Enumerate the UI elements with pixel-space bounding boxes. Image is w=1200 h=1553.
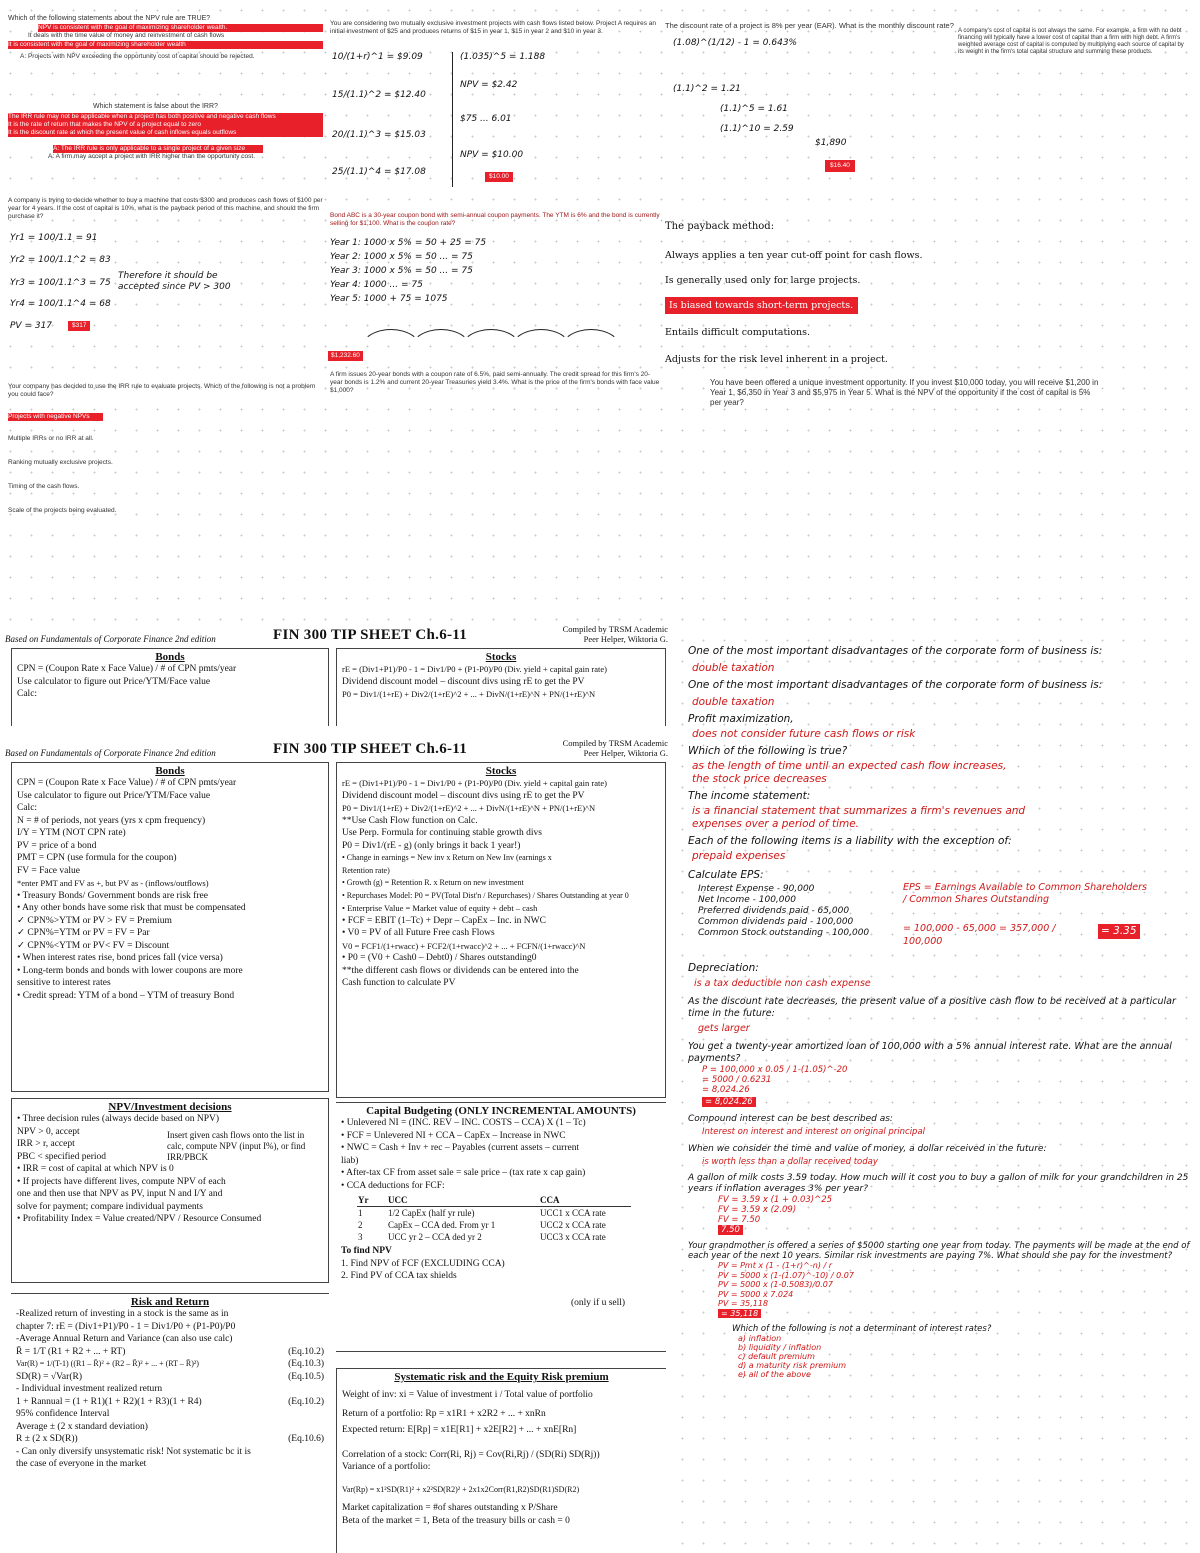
annuity-line: PV = 5000 x 7.024 — [718, 1289, 794, 1299]
cca-cell: 1 — [358, 1208, 363, 1218]
work-line: Yr4 = 100/1.1^4 = 68 — [10, 299, 111, 309]
shield-note: (only if u sell) — [571, 1297, 626, 1308]
milk-line: FV = 3.59 x (1 + 0.03)^25 — [718, 1195, 833, 1205]
cap-line: • NWC = Cash + Inv + rec – Payables (current assets – current — [341, 1143, 580, 1153]
top-left-panel — [8, 15, 323, 575]
note-a: prepaid expenses — [692, 850, 786, 862]
disc-q: As the discount rate decreases, the present value of a positive cash flow to be received at a particular time in the future: — [688, 996, 1176, 1019]
bond-line: • Treasury Bonds/ Government bonds are risk free — [17, 890, 208, 901]
npv-line: • IRR = cost of capital at which NPV is 0 — [17, 1164, 174, 1174]
annuity-line: PV = 5000 x (1-0.5083)/0.07 — [718, 1280, 833, 1289]
bond-line: • Long-term bonds and bonds with lower coupons are more — [17, 965, 243, 976]
risk-line: SD(R) = √Var(R) — [16, 1371, 82, 1382]
eq-ref: (Eq.10.2) — [288, 1396, 324, 1407]
bonds-box-preview — [11, 648, 329, 726]
risk-line: -Realized return of investing in a stock is the same as in — [16, 1309, 229, 1319]
stock-line: • Growth (g) = Retention R. x Return on new investment — [342, 878, 524, 887]
sys-line: Variance of a portfolio: — [342, 1462, 431, 1472]
cca-head: CCA — [539, 1194, 631, 1207]
npv-title: NPV/Investment decisions — [108, 1101, 232, 1113]
stock-line: rE = (Div1+P1)/P0 - 1 = Div1/P0 + (P1-P0)/P0 (Div. yield + capital gain rate) — [342, 778, 607, 788]
stock-line: Use Perp. Formula for continuing stable growth divs — [342, 828, 543, 838]
calc-line: 20/(1.1)^3 = $15.03 — [332, 130, 426, 140]
option-line: Timing of the cash flows. — [8, 483, 80, 490]
cca-cell: UCC3 x CCA rate — [540, 1232, 606, 1242]
npv-opportunity-question: You have been offered a unique investment opportunity. If you invest $10,000 today, you will receive $1,200 in Year 1, $6,350 in Year 3 and $5,975 in Year 5. What is the NPV of the opportunity if the cost of capital is 5% per year? — [710, 378, 1099, 407]
bonds-title: Bonds — [155, 651, 185, 663]
eq-ref: (Eq.10.5) — [288, 1371, 324, 1382]
sys-line: Var(Rp) = x1²SD(R1)² + x2²SD(R2)² + 2x1x2Corr(R1,R2)SD(R1)SD(R2) — [342, 1484, 580, 1494]
bond-line: ✓ CPN%<YTM or PV< FV = Discount — [17, 940, 170, 951]
stock-line: Cash function to calculate PV — [342, 978, 456, 988]
cap-title: Capital Budgeting (ONLY INCREMENTAL AMOUNTS) — [366, 1105, 636, 1117]
top-right-panel — [665, 22, 955, 422]
dep-a: is a tax deductible non cash expense — [694, 978, 871, 989]
risk-title: Risk and Return — [130, 1296, 210, 1308]
calc-line: (1.1)^2 = 1.21 — [673, 84, 741, 94]
risk-line: -Average Annual Return and Variance (can also use calc) — [16, 1334, 233, 1344]
option-line: Ranking mutually exclusive projects. — [8, 459, 113, 466]
cca-cell: 2 — [358, 1220, 363, 1230]
find-step: 1. Find NPV of FCF (EXCLUDING CCA) — [341, 1258, 505, 1269]
npv-line: solve for payment; compare individual payments — [17, 1201, 203, 1212]
risk-line: 1 + Rannual = (1 + R1)(1 + R2)(1 + R3)(1 + R4) — [16, 1396, 202, 1407]
bond-line: FV = Face value — [17, 865, 80, 876]
payback-work — [8, 233, 323, 353]
stock-line: Retention rate) — [342, 865, 390, 875]
npv-side-note: Insert given cash flows onto the list in calc, compute NPV (input I%), or find IRR/PBCK — [167, 1129, 306, 1162]
risk-line: chapter 7: rE = (Div1+P1)/P0 - 1 = Div1/P0 + (P1-P0)/P0 — [16, 1321, 236, 1332]
payback-option-selected: Is biased towards short-term projects. — [665, 297, 858, 314]
stock-line: **the different cash flows or dividends can be entered into the — [342, 965, 579, 976]
eps-work: = 100,000 - 65,000 = 357,000 / 100,000 — [903, 923, 1056, 947]
comp-q: Compound interest can be best described as: — [688, 1114, 893, 1124]
bonds-box — [11, 762, 329, 1092]
answer-highlight: $1,232.60 — [328, 351, 363, 361]
sheet-title: FIN 300 TIP SHEET Ch.6-11 — [273, 627, 468, 643]
stock-line: P0 = Div1/(1+rE) + Div2/(1+rE)^2 + ... + DivN/(1+rE)^N + PN/(1+rE)^N — [342, 803, 596, 813]
annuity-line: PV = 35,118 — [718, 1299, 769, 1308]
arc-row — [330, 311, 660, 357]
note-q: The income statement: — [688, 790, 811, 802]
stock-line: Dividend discount model – discount divs using rE to get the PV — [342, 790, 585, 801]
highlight-irr-answer: Projects with negative NPVs — [8, 413, 103, 421]
question-irr-false: Which statement is false about the IRR? — [93, 103, 218, 110]
work-line: Yr1 = 100/1.1 = 91 — [10, 233, 98, 243]
stock-line: • Change in earnings = New inv x Return on New Inv (earnings x — [342, 853, 552, 862]
cap-line: • Unlevered NI = (INC. REV – INC. COSTS – CCA) X (1 – Tc) — [341, 1118, 586, 1128]
stock-line: • Repurchases Model: P0 = PV(Total Dist'n / Repurchases) / Shares Outstanding at year 0 — [342, 890, 629, 900]
bond-line: sensitive to interest rates — [17, 978, 111, 988]
cca-cell: UCC yr 2 – CCA ded yr 2 — [388, 1232, 482, 1242]
sys-line: Correlation of a stock: Corr(Ri, Rj) = Cov(Ri,Rj) / (SD(Ri) SD(Rj)) — [342, 1449, 600, 1460]
highlight-irr-1: The IRR rule may not be applicable when a project has both positive and negative cash flows — [8, 113, 323, 121]
cca-cell: 1/2 CapEx (half yr rule) — [388, 1208, 475, 1218]
bond-line: *enter PMT and FV as +, but PV as - (inflows/outflows) — [17, 878, 209, 888]
time-a: is worth less than a dollar received today — [702, 1157, 878, 1167]
answer-line-2: It deals with the time value of money and reinvestment of cash flows — [28, 32, 225, 39]
question-payback: A company is trying to decide whether to buy a machine that costs $300 and produces cash flows of $100 per year for 4 years. If the cost of capital is 10%, what is the payback period of this machine, and should the firm purchase it? — [8, 197, 323, 220]
note-q: One of the most important disadvantages of the corporate form of business is: — [688, 645, 1103, 657]
bond-line: Calc: — [17, 689, 38, 699]
note-line: A: Projects with NPV exceeding the opportunity cost of capital should be rejected. — [20, 53, 255, 60]
highlight-answer-1: NPV is consistent with the goal of maximizing shareholder wealth. — [38, 24, 323, 32]
cap-line: • FCF = Unlevered NI + CCA – CapEx – Increase in NWC — [341, 1130, 566, 1141]
milk-q: A gallon of milk costs 3.59 today. How much will it cost you to buy a gallon of milk for your grandchildren in 25 years if inflation averages 3% per year? — [688, 1173, 1189, 1194]
cca-cell: 3 — [358, 1232, 363, 1242]
annuity-line: PV = Pmt x (1 - (1+r)^-n) / r — [718, 1261, 833, 1270]
risk-line: 95% confidence Interval — [16, 1409, 110, 1419]
sys-line: Market capitalization = #of shares outstanding x P/Share — [342, 1503, 558, 1513]
find-npv: To find NPV — [341, 1246, 392, 1256]
interest-q: Which of the following is not a determinant of interest rates? — [732, 1324, 992, 1334]
bottom-text: A firm issues 20-year bonds with a coupon rate of 6.5%, paid semi-annually. The credit spread for this firm's 20-year bonds is 1.2% and current 20-year Treasuries yield 3.4%. What is the price of the firm's bonds with face value $1,000? — [330, 371, 660, 394]
calc-line: (1.08)^(1/12) - 1 = 0.643% — [673, 38, 798, 48]
sys-title: Systematic risk and the Equity Risk premium — [394, 1371, 609, 1383]
eq-ref: (Eq.10.6) — [288, 1434, 324, 1444]
cca-cell: CapEx – CCA ded. From yr 1 — [388, 1220, 496, 1230]
comp-a: Interest on interest and interest on original principal — [702, 1127, 926, 1137]
stocks-box — [336, 762, 666, 1098]
right-calc — [665, 38, 955, 178]
tip-sheet — [5, 736, 670, 1553]
annuity-line: PV = 5000 x (1-(1.07)^-10) / 0.07 — [718, 1270, 854, 1280]
risk-line: R̄ = 1/T (R1 + R2 + ... + RT) — [16, 1346, 126, 1357]
interest-option: a) inflation — [738, 1334, 782, 1343]
bond-line: CPN = (Coupon Rate x Face Value) / # of CPN pmts/year — [17, 664, 237, 674]
highlight-irr-4: A: The IRR rule is only applicable to a single project of a given size — [53, 145, 263, 153]
npv-line: NPV > 0, accept — [17, 1126, 80, 1137]
note-a: does not consider future cash flows or risk — [692, 728, 916, 740]
highlight-irr-3: It is the discount rate at which the present value of cash inflows equals outflows — [8, 129, 323, 137]
note-a: double taxation — [692, 662, 775, 674]
work-note: Therefore it should be accepted since PV > 300 — [118, 271, 231, 292]
stock-line: P0 = Div1/(1+rE) + Div2/(1+rE)^2 + ... + DivN/(1+rE)^N + PN/(1+rE)^N — [342, 689, 596, 699]
loan-line: P = 100,000 x 0.05 / 1-(1.05)^-20 — [702, 1065, 848, 1075]
payback-option: Entails difficult computations. — [665, 327, 811, 338]
eps-title: Calculate EPS: — [688, 869, 764, 881]
note-a: is a financial statement that summarizes a firm's revenues and expenses over a period of time. — [692, 805, 1026, 830]
irr-note: A: A firm may accept a project with IRR higher than the opportunity cost. — [48, 153, 256, 160]
intro-text: You are considering two mutually exclusive investment projects with cash flows listed below. Project A requires an initial investment of $25 and produces returns of $15 in year 1, $15 in year 2 and $10 in year 3. — [330, 20, 657, 35]
risk-line: Average ± (2 x standard deviation) — [16, 1421, 148, 1432]
calc-line: 10/(1+r)^1 = $9.09 — [332, 52, 423, 62]
find-step: 2. Find PV of CCA tax shields — [341, 1271, 457, 1281]
bond-line: N = # of periods, not years (yrs x cpm frequency) — [17, 815, 206, 826]
bond-line: Year 1: 1000 x 5% = 50 + 25 = 75 — [330, 238, 487, 248]
sys-line: Expected return: E[Rp] = x1E[R1] + x2E[R2] + ... + xnE[Rn] — [342, 1425, 577, 1435]
bond-line: • When interest rates rise, bond prices fall (vice versa) — [17, 953, 223, 963]
side-line: (1.035)^5 = 1.188 — [460, 52, 546, 62]
bond-line: • Any other bonds have some risk that must be compensated — [17, 903, 246, 913]
bond-line: PV = price of a bond — [17, 840, 97, 851]
top-middle-panel — [330, 20, 660, 470]
eq-ref: (Eq.10.3) — [288, 1359, 324, 1369]
bond-text: Bond ABC is a 30-year coupon bond with semi-annual coupon payments. The YTM is 6% and the bond is currently selling for $1,100. What is the coupon rate? — [330, 212, 660, 227]
stock-line: V0 = FCF1/(1+rwacc) + FCF2/(1+rwacc)^2 + ... + FCFN/(1+rwacc)^N — [342, 940, 586, 951]
compiled-by-2: Peer Helper, Wiktoria G. — [583, 634, 668, 644]
work-line: Yr2 = 100/1.1^2 = 83 — [10, 255, 111, 265]
stock-line: • Enterprise Value = Market value of equity + debt – cash — [342, 903, 538, 913]
far-right-text: A company's cost of capital is not always the same. For example, a firm with no debt financing will typically have a lower cost of capital than a firm with high debt. A firm's weighted average cost of capital is computed by multiplying each source of capital by its weight in the firm's total capital structure and summing these products. — [958, 28, 1184, 55]
eps-line: Preferred dividends paid - 65,000 — [698, 906, 850, 916]
npv-line: • Three decision rules (always decide based on NPV) — [17, 1114, 220, 1124]
compiled-by: Compiled by TRSM Academic — [562, 624, 668, 634]
loan-line: = 5000 / 0.6231 — [702, 1075, 772, 1085]
calc-block — [330, 52, 660, 192]
cca-head: Yr — [357, 1194, 387, 1207]
interest-option: b) liquidity / inflation — [738, 1343, 822, 1352]
bond-line: Year 5: 1000 + 75 = 1075 — [330, 294, 448, 304]
based-on: Based on Fundamentals of Corporate Finance 2nd edition — [5, 634, 216, 644]
milk-line: FV = 7.50 — [718, 1215, 761, 1225]
note-q: Each of the following items is a liability with the exception of: — [688, 835, 1012, 847]
side-line: NPV = $10.00 — [460, 150, 524, 160]
annuity-answer: = 35,118 — [718, 1309, 761, 1319]
tip-sheet-preview — [5, 622, 670, 726]
bond-line: Year 4: 1000 ... = 75 — [330, 280, 423, 290]
question-irr-problems: Your company has decided to use the IRR rule to evaluate projects. Which of the following is not a problem you could face? — [8, 383, 316, 398]
bond-line: Calc: — [17, 803, 38, 813]
risk-line: the case of everyone in the market — [16, 1459, 147, 1469]
eq-ref: (Eq.10.2) — [288, 1346, 324, 1357]
disc-a: gets larger — [698, 1023, 750, 1034]
npv-box — [11, 1098, 329, 1283]
stock-line: P0 = Div1/(rE - g) (only brings it back 1 year!) — [342, 840, 521, 851]
stock-line: • P0 = (V0 + Cash0 – Debt0) / Shares outstanding0 — [342, 953, 537, 963]
bonds-title: Bonds — [155, 765, 185, 777]
note-q: Profit maximization, — [688, 713, 794, 725]
systematic-box — [336, 1368, 666, 1553]
work-line: PV = 317 — [10, 321, 53, 331]
bond-lines — [330, 238, 660, 305]
calc-line: 15/(1.1)^2 = $12.40 — [332, 90, 426, 100]
header-text: The discount rate of a project is 8% per year (EAR). What is the monthly discount rate? — [665, 21, 954, 30]
compiled-by: Compiled by TRSM Academic — [562, 738, 668, 748]
payback-option: Adjusts for the risk level inherent in a project. — [665, 354, 888, 365]
stock-line: Dividend discount model – discount divs using rE to get the PV — [342, 676, 585, 687]
risk-line: Var(R) = 1/(T-1) ((R1 – R̄)² + (R2 – R̄)² + ... + (RT – R̄)²) — [16, 1359, 199, 1368]
risk-line: - Can only diversify unsystematic risk! Not systematic bc it is — [16, 1446, 251, 1457]
cap-line: liab) — [341, 1155, 359, 1166]
highlight-answer-3: It is consistent with the goal of maximizing shareholder wealth — [8, 41, 323, 49]
highlight-result: $10.00 — [485, 172, 513, 182]
note-q: One of the most important disadvantages of the corporate form of business is: — [688, 679, 1103, 691]
stocks-title: Stocks — [485, 651, 517, 663]
calc-line: 25/(1.1)^4 = $17.08 — [332, 167, 426, 177]
annuity-q: Your grandmother is offered a series of $5000 starting one year from today. The payments will be made at the end of each year of the next 10 years. Similar risk investments are paying 7%. What should she pay for the investment? — [688, 1241, 1190, 1261]
stock-line: • V0 = PV of all Future Free cash Flows — [342, 928, 495, 938]
result-line: $1,890 — [815, 138, 847, 148]
risk-box — [11, 1293, 329, 1553]
bond-line: ✓ CPN%>YTM or PV > FV = Premium — [17, 915, 172, 926]
option-line: Multiple IRRs or no IRR at all. — [8, 435, 94, 442]
side-line: NPV = $2.42 — [460, 80, 518, 90]
cap-line: • CCA deductions for FCF: — [341, 1180, 445, 1191]
bond-line: Year 3: 1000 x 5% = 50 ... = 75 — [330, 266, 473, 276]
bond-line: ✓ CPN%=YTM or PV = FV = Par — [17, 928, 150, 938]
milk-answer: 7.50 — [718, 1225, 743, 1235]
handwritten-notes — [688, 645, 1193, 1550]
calc-line: (1.1)^5 = 1.61 — [720, 104, 788, 114]
stock-line: **Use Cash Flow function on Calc. — [342, 815, 478, 826]
npv-line: PBC < specified period — [17, 1151, 106, 1162]
npv-line: one and then use that NPV as PV, input N and I/Y and — [17, 1189, 223, 1199]
eps-line: Interest Expense - 90,000 — [698, 884, 815, 894]
stock-line: • FCF = EBIT (1–Tc) + Depr – CapEx – Inc. in NWC — [342, 915, 546, 926]
work-total: $317 — [68, 321, 90, 331]
work-line: Yr3 = 100/1.1^3 = 75 — [10, 278, 111, 288]
dep-q: Depreciation: — [688, 962, 759, 974]
result-highlight: $16.40 — [825, 160, 855, 172]
cca-cell: UCC1 x CCA rate — [540, 1208, 606, 1218]
interest-option: c) default premium — [738, 1352, 815, 1361]
highlight-irr-2: It is the rate of return that makes the NPV of a project equal to zero — [8, 121, 323, 129]
side-line: $75 ... 6.01 — [460, 114, 512, 124]
npv-line: IRR > r, accept — [17, 1139, 75, 1149]
risk-line: R ± (2 x SD(R)) — [16, 1434, 78, 1444]
sheet-title: FIN 300 TIP SHEET Ch.6-11 — [273, 741, 468, 757]
bond-line: CPN = (Coupon Rate x Face Value) / # of CPN pmts/year — [17, 778, 237, 788]
cca-cell: UCC2 x CCA rate — [540, 1220, 606, 1230]
bond-line: • Credit spread: YTM of a bond – YTM of treasury Bond — [17, 990, 235, 1001]
interest-option: e) all of the above — [738, 1370, 811, 1379]
payback-option: Is generally used only for large projects. — [665, 275, 861, 286]
bond-line: Year 2: 1000 x 5% = 50 ... = 75 — [330, 252, 473, 262]
eps-formula: EPS = Earnings Available to Common Shareholders / Common Shares Outstanding — [903, 882, 1147, 905]
capital-budgeting — [336, 1102, 666, 1352]
npv-line: • If projects have different lives, compute NPV of each — [17, 1176, 226, 1187]
stocks-title: Stocks — [485, 765, 517, 777]
compiled-by-2: Peer Helper, Wiktoria G. — [583, 748, 668, 758]
milk-line: FV = 3.59 x (2.09) — [718, 1205, 797, 1215]
interest-option: d) a maturity risk premium — [738, 1361, 847, 1370]
npv-line: • Profitability Index = Value created/NPV / Resource Consumed — [17, 1214, 262, 1224]
bond-line: PMT = CPN (use formula for the coupon) — [17, 853, 177, 863]
stocks-box-preview — [336, 648, 666, 726]
loan-line: = 8,024.26 — [702, 1085, 750, 1095]
bond-line: Use calculator to figure out Price/YTM/Face value — [17, 790, 211, 801]
eps-answer: = 3.35 — [1098, 924, 1140, 939]
cca-table — [357, 1194, 631, 1243]
loan-q: You get a twenty-year amortized loan of 100,000 with a 5% annual interest rate. What are the annual payments? — [688, 1041, 1172, 1064]
payback-option: Always applies a ten year cut-off point for cash flows. — [665, 250, 923, 261]
bond-line: Use calculator to figure out Price/YTM/Face value — [17, 676, 211, 687]
sys-line: Return of a portfolio: Rp = x1R1 + x2R2 + ... + xnRn — [342, 1408, 546, 1419]
note-a: as the length of time until an expected cash flow increases, the stock price decreases — [692, 760, 1007, 785]
eps-line: Common Stock outstanding - 100,000 — [698, 928, 870, 938]
sys-line: Beta of the market = 1, Beta of the treasury bills or cash = 0 — [342, 1515, 570, 1526]
stock-line: rE = (Div1+P1)/P0 - 1 = Div1/P0 + (P1-P0)/P0 (Div. yield + capital gain rate) — [342, 664, 607, 674]
risk-line: - Individual investment realized return — [16, 1384, 163, 1394]
calc-line: (1.1)^10 = 2.59 — [720, 124, 794, 134]
time-q: When we consider the time and value of money, a dollar received in the future: — [688, 1144, 1047, 1154]
question-npv-true: Which of the following statements about the NPV rule are TRUE? — [8, 15, 211, 22]
option-line: Scale of the projects being evaluated. — [8, 507, 117, 514]
cap-line: • After-tax CF from asset sale = sale price – (tax rate x cap gain) — [341, 1168, 586, 1178]
note-a: double taxation — [692, 696, 775, 708]
cca-head: UCC — [387, 1194, 539, 1207]
eps-line: Common dividends paid - 100,000 — [698, 917, 854, 927]
note-q: Which of the following is true? — [688, 745, 848, 757]
eps-line: Net Income - 100,000 — [698, 895, 796, 905]
bond-line: I/Y = YTM (NOT CPN rate) — [17, 828, 126, 838]
payback-question: The payback method: — [665, 221, 775, 232]
loan-answer: = 8,024.26 — [702, 1097, 756, 1107]
sys-line: Weight of inv: xi = Value of investment i / Total value of portfolio — [342, 1390, 593, 1400]
based-on: Based on Fundamentals of Corporate Finance 2nd edition — [5, 748, 216, 758]
